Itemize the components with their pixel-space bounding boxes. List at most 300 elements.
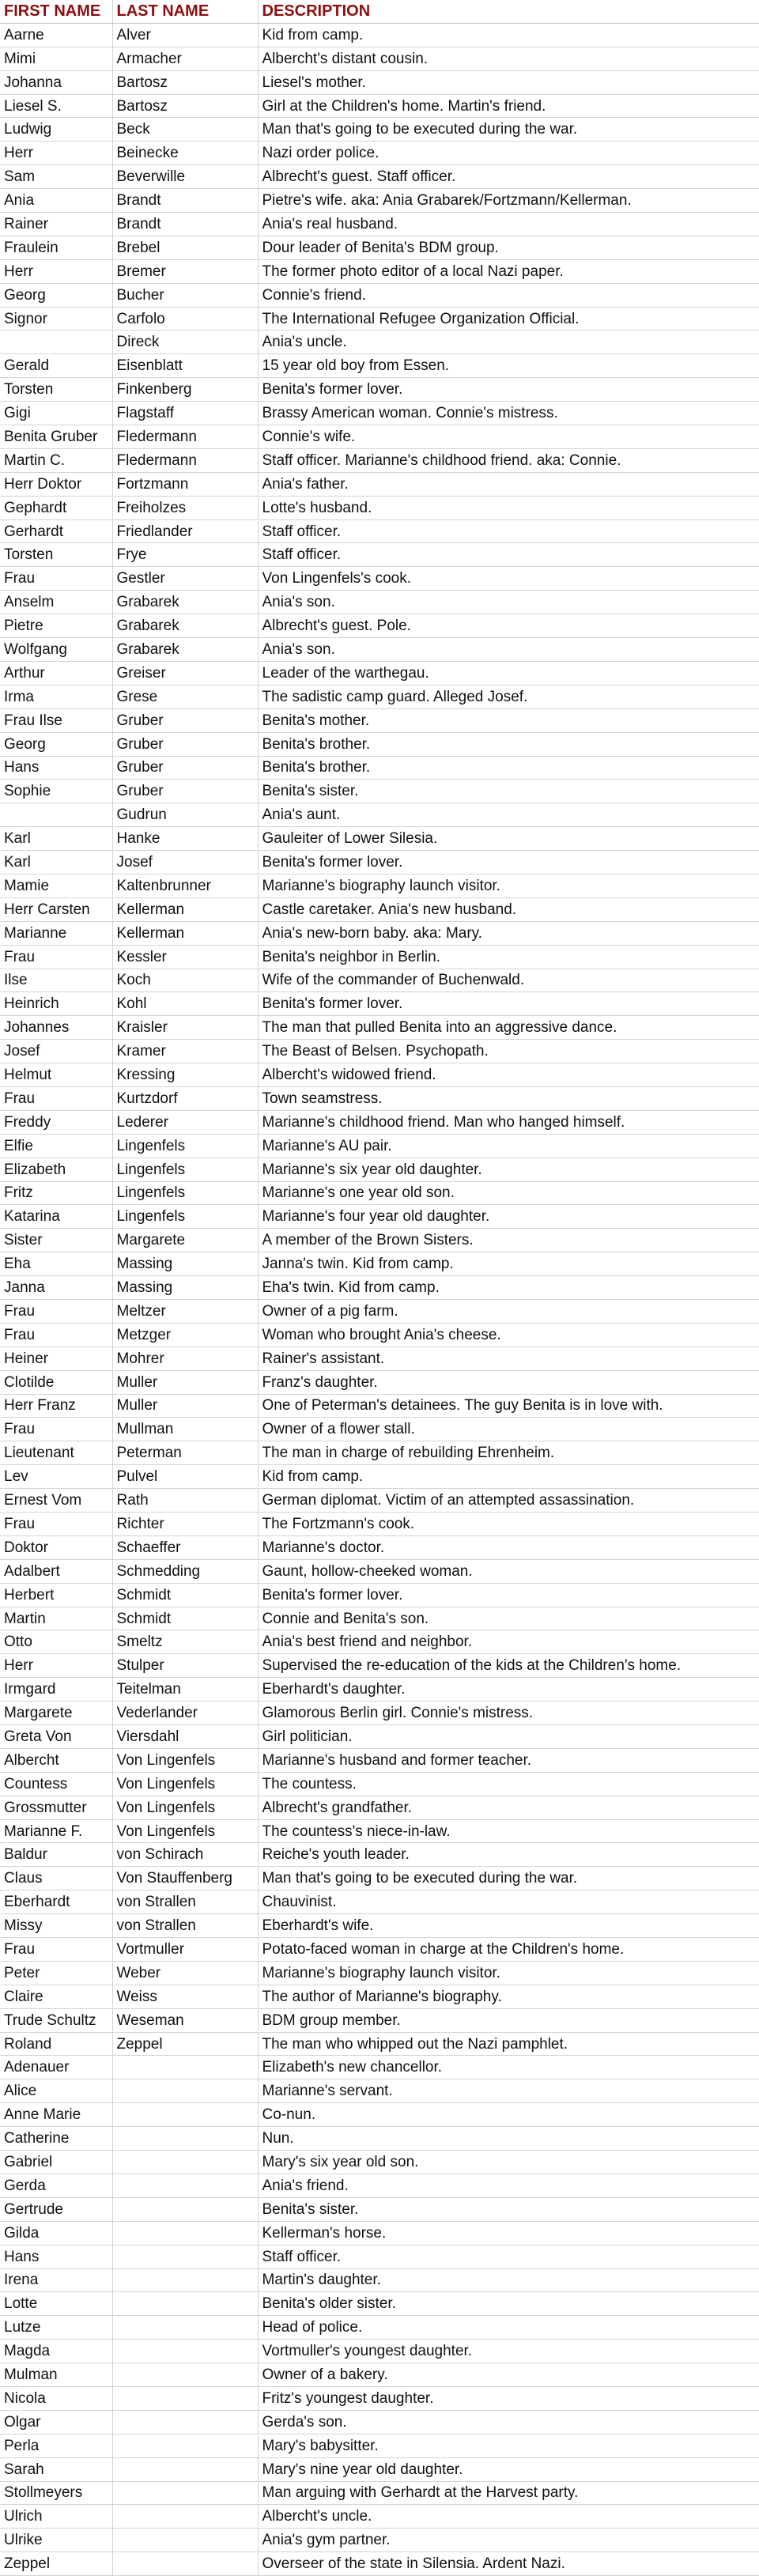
table-row — [0, 1016, 759, 1040]
description-cell: Marianne's husband and former teacher. — [258, 1748, 759, 1772]
last-name-cell: Kellerman — [112, 921, 258, 945]
last-name-cell: Bucher — [112, 283, 258, 307]
table-row — [0, 2174, 759, 2197]
last-name-cell: Meltzer — [112, 1299, 258, 1323]
table-row — [0, 874, 759, 897]
first-name-cell: Herbert — [0, 1583, 112, 1607]
description-cell: Ania's best friend and neighbor. — [258, 1630, 759, 1654]
description-cell: Man that's going to be executed during the war. — [258, 1867, 759, 1890]
table-row — [0, 1702, 759, 1725]
table-row — [0, 2103, 759, 2127]
last-name-cell: Von Lingenfels — [112, 1748, 258, 1772]
first-name-cell: Arthur — [0, 661, 112, 685]
last-name-cell: Beinecke — [112, 142, 258, 165]
description-header: DESCRIPTION — [258, 0, 759, 23]
first-name-cell: Adalbert — [0, 1559, 112, 1583]
first-name-cell: Marianne — [0, 921, 112, 945]
last-name-cell — [112, 2505, 258, 2529]
description-cell: The man in charge of rebuilding Ehrenheim. — [258, 1441, 759, 1465]
first-name-cell: Olgar — [0, 2410, 112, 2434]
last-name-cell: Stulper — [112, 1654, 258, 1678]
table-row — [0, 1465, 759, 1489]
first-name-cell: Anne Marie — [0, 2103, 112, 2127]
first-name-cell: Frau Ilse — [0, 708, 112, 732]
description-cell: Albrecht's guest. Pole. — [258, 614, 759, 638]
description-cell: Mary's nine year old daughter. — [258, 2457, 759, 2481]
first-name-cell: Lev — [0, 1465, 112, 1489]
description-cell: Wife of the commander of Buchenwald. — [258, 969, 759, 992]
table-row — [0, 1725, 759, 1749]
table-row — [0, 1890, 759, 1914]
last-name-cell: Schaeffer — [112, 1535, 258, 1559]
description-cell: Benita's former lover. — [258, 851, 759, 874]
description-cell: Nazi order police. — [258, 142, 759, 165]
description-cell: Benita's mother. — [258, 708, 759, 732]
table-row — [0, 1938, 759, 1962]
description-cell: Pietre's wife. aka: Ania Grabarek/Fortzmann/Kellerman. — [258, 189, 759, 213]
description-cell: Benita's sister. — [258, 2197, 759, 2221]
description-cell: Supervised the re-education of the kids at the Children's home. — [258, 1654, 759, 1678]
table-row — [0, 1678, 759, 1702]
last-name-cell — [112, 2316, 258, 2340]
table-row — [0, 496, 759, 519]
first-name-cell: Martin — [0, 1607, 112, 1630]
last-name-cell — [112, 2529, 258, 2552]
last-name-cell: Brandt — [112, 213, 258, 236]
first-name-cell: Eha — [0, 1252, 112, 1276]
last-name-cell — [112, 2434, 258, 2457]
first-name-cell: Karl — [0, 827, 112, 851]
description-cell: Ania's real husband. — [258, 213, 759, 236]
first-name-cell: Alice — [0, 2079, 112, 2103]
description-cell: Castle caretaker. Ania's new husband. — [258, 897, 759, 921]
description-cell: The man who whipped out the Nazi pamphlet. — [258, 2032, 759, 2056]
table-row — [0, 1441, 759, 1465]
last-name-cell: Vederlander — [112, 1702, 258, 1725]
first-name-cell: Frau — [0, 1299, 112, 1323]
first-name-cell: Gephardt — [0, 496, 112, 519]
first-name-cell: Eberhardt — [0, 1890, 112, 1914]
description-cell: Ania's father. — [258, 472, 759, 496]
description-cell: Marianne's four year old daughter. — [258, 1205, 759, 1229]
first-name-cell: Doktor — [0, 1535, 112, 1559]
table-row — [0, 2457, 759, 2481]
table-row — [0, 638, 759, 662]
first-name-cell: Gerhardt — [0, 519, 112, 543]
first-name-cell: Margarete — [0, 1702, 112, 1725]
table-row — [0, 402, 759, 425]
last-name-cell: Gruber — [112, 756, 258, 780]
first-name-cell: Frau — [0, 1323, 112, 1347]
last-name-cell: Finkenberg — [112, 378, 258, 402]
description-cell: Elizabeth's new chancellor. — [258, 2056, 759, 2079]
first-name-cell: Adenauer — [0, 2056, 112, 2079]
description-cell: Ania's aunt. — [258, 803, 759, 827]
last-name-cell — [112, 2056, 258, 2079]
first-name-cell: Torsten — [0, 378, 112, 402]
first-name-cell: Johanna — [0, 70, 112, 94]
first-name-cell: Clotilde — [0, 1370, 112, 1394]
description-cell: Girl politician. — [258, 1725, 759, 1749]
table-row — [0, 472, 759, 496]
last-name-cell: Grabarek — [112, 591, 258, 614]
table-row — [0, 118, 759, 142]
table-row — [0, 2032, 759, 2056]
description-cell: Staff officer. — [258, 519, 759, 543]
first-name-cell: Peter — [0, 1961, 112, 1985]
table-row — [0, 283, 759, 307]
last-name-cell: Gruber — [112, 732, 258, 756]
table-row — [0, 945, 759, 969]
description-cell: Marianne's AU pair. — [258, 1134, 759, 1158]
description-cell: Kellerman's horse. — [258, 2221, 759, 2245]
first-name-cell: Ilse — [0, 969, 112, 992]
table-row — [0, 307, 759, 330]
last-name-cell: Bartosz — [112, 94, 258, 118]
last-name-cell: Grabarek — [112, 638, 258, 662]
description-cell: Benita's former lover. — [258, 378, 759, 402]
table-row — [0, 1252, 759, 1276]
table-row — [0, 2434, 759, 2457]
table-row — [0, 1205, 759, 1229]
last-name-cell: Kaltenbrunner — [112, 874, 258, 897]
first-name-cell: Nicola — [0, 2386, 112, 2410]
first-name-cell: Heinrich — [0, 992, 112, 1016]
first-name-cell: Herr — [0, 259, 112, 283]
table-row — [0, 1819, 759, 1843]
last-name-cell: Margarete — [112, 1229, 258, 1252]
table-row — [0, 567, 759, 591]
table-row — [0, 2363, 759, 2387]
first-name-cell: Pietre — [0, 614, 112, 638]
description-cell: Ania's new-born baby. aka: Mary. — [258, 921, 759, 945]
last-name-cell — [112, 2552, 258, 2576]
last-name-cell: Teitelman — [112, 1678, 258, 1702]
table-row — [0, 803, 759, 827]
description-cell: Marianne's one year old son. — [258, 1181, 759, 1205]
table-row — [0, 2316, 759, 2340]
table-row — [0, 2245, 759, 2268]
last-name-cell: Bremer — [112, 259, 258, 283]
last-name-cell: Smeltz — [112, 1630, 258, 1654]
first-name-cell: Ania — [0, 189, 112, 213]
last-name-cell: Grabarek — [112, 614, 258, 638]
first-name-cell: Herr Doktor — [0, 472, 112, 496]
first-name-cell: Rainer — [0, 213, 112, 236]
table-row — [0, 2151, 759, 2174]
first-name-cell — [0, 330, 112, 354]
first-name-cell: Irmgard — [0, 1678, 112, 1702]
last-name-cell: Mohrer — [112, 1347, 258, 1370]
first-name-cell: Wolfgang — [0, 638, 112, 662]
first-name-cell: Claire — [0, 1985, 112, 2008]
table-row — [0, 2340, 759, 2363]
table-row — [0, 1086, 759, 1110]
description-cell: Marianne's servant. — [258, 2079, 759, 2103]
last-name-cell: Gruber — [112, 780, 258, 803]
description-cell: Ania's son. — [258, 591, 759, 614]
description-cell: BDM group member. — [258, 2008, 759, 2032]
last-name-cell — [112, 2103, 258, 2127]
last-name-cell: Direck — [112, 330, 258, 354]
table-row — [0, 708, 759, 732]
first-name-cell: Frau — [0, 1513, 112, 1536]
first-name-cell: Mimi — [0, 47, 112, 70]
last-name-cell: Eisenblatt — [112, 354, 258, 378]
description-cell: Connie and Benita's son. — [258, 1607, 759, 1630]
first-name-cell: Johannes — [0, 1016, 112, 1040]
last-name-cell: Schmedding — [112, 1559, 258, 1583]
first-name-cell: Gerald — [0, 354, 112, 378]
table-row — [0, 992, 759, 1016]
table-row — [0, 1985, 759, 2008]
description-cell: Connie's wife. — [258, 425, 759, 449]
last-name-cell: Fledermann — [112, 425, 258, 449]
last-name-cell — [112, 2340, 258, 2363]
first-name-cell: Frau — [0, 945, 112, 969]
first-name-cell: Frau — [0, 1938, 112, 1962]
table-row — [0, 259, 759, 283]
last-name-cell — [112, 2457, 258, 2481]
table-row — [0, 1843, 759, 1867]
first-name-cell: Missy — [0, 1914, 112, 1938]
first-name-cell: Gilda — [0, 2221, 112, 2245]
last-name-cell: Von Stauffenberg — [112, 1867, 258, 1890]
last-name-cell: Kressing — [112, 1063, 258, 1087]
table-row — [0, 354, 759, 378]
table-row — [0, 1229, 759, 1252]
table-row — [0, 2386, 759, 2410]
last-name-cell: Peterman — [112, 1441, 258, 1465]
first-name-cell: Freddy — [0, 1110, 112, 1134]
last-name-cell: Rath — [112, 1489, 258, 1513]
last-name-cell: Lederer — [112, 1110, 258, 1134]
last-name-cell: Frye — [112, 543, 258, 567]
last-name-cell: Mullman — [112, 1418, 258, 1441]
last-name-cell — [112, 2221, 258, 2245]
last-name-cell: Fledermann — [112, 448, 258, 472]
table-row — [0, 2056, 759, 2079]
last-name-cell: Kellerman — [112, 897, 258, 921]
first-name-cell: Marianne F. — [0, 1819, 112, 1843]
last-name-cell: Freiholzes — [112, 496, 258, 519]
first-name-cell: Liesel S. — [0, 94, 112, 118]
first-name-cell: Fritz — [0, 1181, 112, 1205]
table-row — [0, 969, 759, 992]
last-name-cell: Lingenfels — [112, 1158, 258, 1181]
table-row — [0, 165, 759, 189]
last-name-cell: Muller — [112, 1394, 258, 1418]
last-name-cell: Beck — [112, 118, 258, 142]
first-name-cell: Elfie — [0, 1134, 112, 1158]
table-row — [0, 236, 759, 259]
last-name-cell: Weiss — [112, 1985, 258, 2008]
first-name-cell: Magda — [0, 2340, 112, 2363]
table-row — [0, 1867, 759, 1890]
last-name-cell: Brebel — [112, 236, 258, 259]
description-cell: Kid from camp. — [258, 23, 759, 47]
description-cell: Owner of a bakery. — [258, 2363, 759, 2387]
table-row — [0, 2079, 759, 2103]
description-cell: Fritz's youngest daughter. — [258, 2386, 759, 2410]
last-name-cell: Muller — [112, 1370, 258, 1394]
first-name-cell: Georg — [0, 732, 112, 756]
last-name-cell — [112, 2481, 258, 2505]
table-row — [0, 1748, 759, 1772]
table-row — [0, 756, 759, 780]
last-name-cell: Kohl — [112, 992, 258, 1016]
first-name-cell: Zeppel — [0, 2552, 112, 2576]
description-cell: Ania's gym partner. — [258, 2529, 759, 2552]
table-row — [0, 23, 759, 47]
table-row — [0, 2552, 759, 2576]
description-cell: Marianne's doctor. — [258, 1535, 759, 1559]
first-name-cell: Albercht — [0, 1748, 112, 1772]
description-cell: Owner of a pig farm. — [258, 1299, 759, 1323]
table-row — [0, 2127, 759, 2151]
table-row — [0, 47, 759, 70]
first-name-cell: Frau — [0, 1086, 112, 1110]
last-name-cell: von Strallen — [112, 1914, 258, 1938]
description-cell: Albrecht's grandfather. — [258, 1796, 759, 1819]
header-row — [0, 0, 759, 23]
first-name-cell: Anselm — [0, 591, 112, 614]
last-name-cell: Brandt — [112, 189, 258, 213]
last-name-cell: Kramer — [112, 1040, 258, 1063]
table-row — [0, 1158, 759, 1181]
last-name-cell: Massing — [112, 1276, 258, 1300]
table-row — [0, 1772, 759, 1796]
last-name-cell: Greiser — [112, 661, 258, 685]
description-cell: Kid from camp. — [258, 1465, 759, 1489]
last-name-cell: Armacher — [112, 47, 258, 70]
table-row — [0, 780, 759, 803]
description-cell: Von Lingenfels's cook. — [258, 567, 759, 591]
description-cell: Eberhardt's daughter. — [258, 1678, 759, 1702]
description-cell: Benita's brother. — [258, 732, 759, 756]
description-cell: Marianne's biography launch visitor. — [258, 874, 759, 897]
description-cell: Nun. — [258, 2127, 759, 2151]
last-name-cell — [112, 2079, 258, 2103]
first-name-cell: Sam — [0, 165, 112, 189]
last-name-cell: Beverwille — [112, 165, 258, 189]
description-cell: Woman who brought Ania's cheese. — [258, 1323, 759, 1347]
last-name-cell: Gudrun — [112, 803, 258, 827]
last-name-cell: Grese — [112, 685, 258, 708]
table-row — [0, 2481, 759, 2505]
last-name-cell: Friedlander — [112, 519, 258, 543]
description-cell: Leader of the warthegau. — [258, 661, 759, 685]
first-name-cell: Lotte — [0, 2292, 112, 2316]
first-name-cell: Lutze — [0, 2316, 112, 2340]
last-name-cell — [112, 2268, 258, 2292]
first-name-cell: Fraulein — [0, 236, 112, 259]
table-row — [0, 1489, 759, 1513]
description-cell: Benita's sister. — [258, 780, 759, 803]
table-row — [0, 1040, 759, 1063]
first-name-cell: Ulrich — [0, 2505, 112, 2529]
description-cell: Staff officer. — [258, 2245, 759, 2268]
table-body — [0, 23, 759, 2575]
description-cell: Eha's twin. Kid from camp. — [258, 1276, 759, 1300]
first-name-cell: Benita Gruber — [0, 425, 112, 449]
last-name-cell: Kurtzdorf — [112, 1086, 258, 1110]
first-name-cell: Gabriel — [0, 2151, 112, 2174]
table-row — [0, 2505, 759, 2529]
first-name-cell: Gerda — [0, 2174, 112, 2197]
last-name-cell: Metzger — [112, 1323, 258, 1347]
table-row — [0, 189, 759, 213]
table-row — [0, 330, 759, 354]
table-row — [0, 425, 759, 449]
last-name-cell: Pulvel — [112, 1465, 258, 1489]
table-row — [0, 1418, 759, 1441]
last-name-cell: Massing — [112, 1252, 258, 1276]
first-name-cell: Karl — [0, 851, 112, 874]
description-cell: The man that pulled Benita into an aggressive dance. — [258, 1016, 759, 1040]
first-name-cell: Elizabeth — [0, 1158, 112, 1181]
table-row — [0, 1607, 759, 1630]
description-cell: Janna's twin. Kid from camp. — [258, 1252, 759, 1276]
last-name-cell — [112, 2151, 258, 2174]
table-row — [0, 1110, 759, 1134]
table-row — [0, 1630, 759, 1654]
table-row — [0, 614, 759, 638]
description-cell: Staff officer. — [258, 543, 759, 567]
table-row — [0, 2268, 759, 2292]
description-cell: Albrecht's guest. Staff officer. — [258, 165, 759, 189]
first-name-cell: Hans — [0, 2245, 112, 2268]
table-row — [0, 1394, 759, 1418]
description-cell: Man that's going to be executed during the war. — [258, 118, 759, 142]
first-name-cell: Aarne — [0, 23, 112, 47]
table-row — [0, 921, 759, 945]
description-cell: Reiche's youth leader. — [258, 1843, 759, 1867]
last-name-cell: Von Lingenfels — [112, 1772, 258, 1796]
table-row — [0, 1134, 759, 1158]
description-cell: Potato-faced woman in charge at the Children's home. — [258, 1938, 759, 1962]
description-cell: Franz's daughter. — [258, 1370, 759, 1394]
description-cell: Owner of a flower stall. — [258, 1418, 759, 1441]
description-cell: Marianne's biography launch visitor. — [258, 1961, 759, 1985]
first-name-cell: Otto — [0, 1630, 112, 1654]
table-row — [0, 2529, 759, 2552]
description-cell: The author of Marianne's biography. — [258, 1985, 759, 2008]
last-name-cell: Vortmuller — [112, 1938, 258, 1962]
description-cell: The countess's niece-in-law. — [258, 1819, 759, 1843]
table-row — [0, 94, 759, 118]
last-name-cell: Carfolo — [112, 307, 258, 330]
last-name-cell: Josef — [112, 851, 258, 874]
table-row — [0, 1914, 759, 1938]
first-name-cell: Frau — [0, 1418, 112, 1441]
last-name-cell: Zeppel — [112, 2032, 258, 2056]
table-row — [0, 732, 759, 756]
first-name-cell: Grossmutter — [0, 1796, 112, 1819]
first-name-cell: Sister — [0, 1229, 112, 1252]
table-row — [0, 1299, 759, 1323]
description-cell: Ania's son. — [258, 638, 759, 662]
last-name-cell: Koch — [112, 969, 258, 992]
last-name-cell: Gestler — [112, 567, 258, 591]
last-name-cell: Von Lingenfels — [112, 1819, 258, 1843]
description-cell: Lotte's husband. — [258, 496, 759, 519]
description-cell: Mary's babysitter. — [258, 2434, 759, 2457]
first-name-cell: Lieutenant — [0, 1441, 112, 1465]
first-name-cell: Trude Schultz — [0, 2008, 112, 2032]
last-name-cell: Kessler — [112, 945, 258, 969]
last-name-cell: Kraisler — [112, 1016, 258, 1040]
